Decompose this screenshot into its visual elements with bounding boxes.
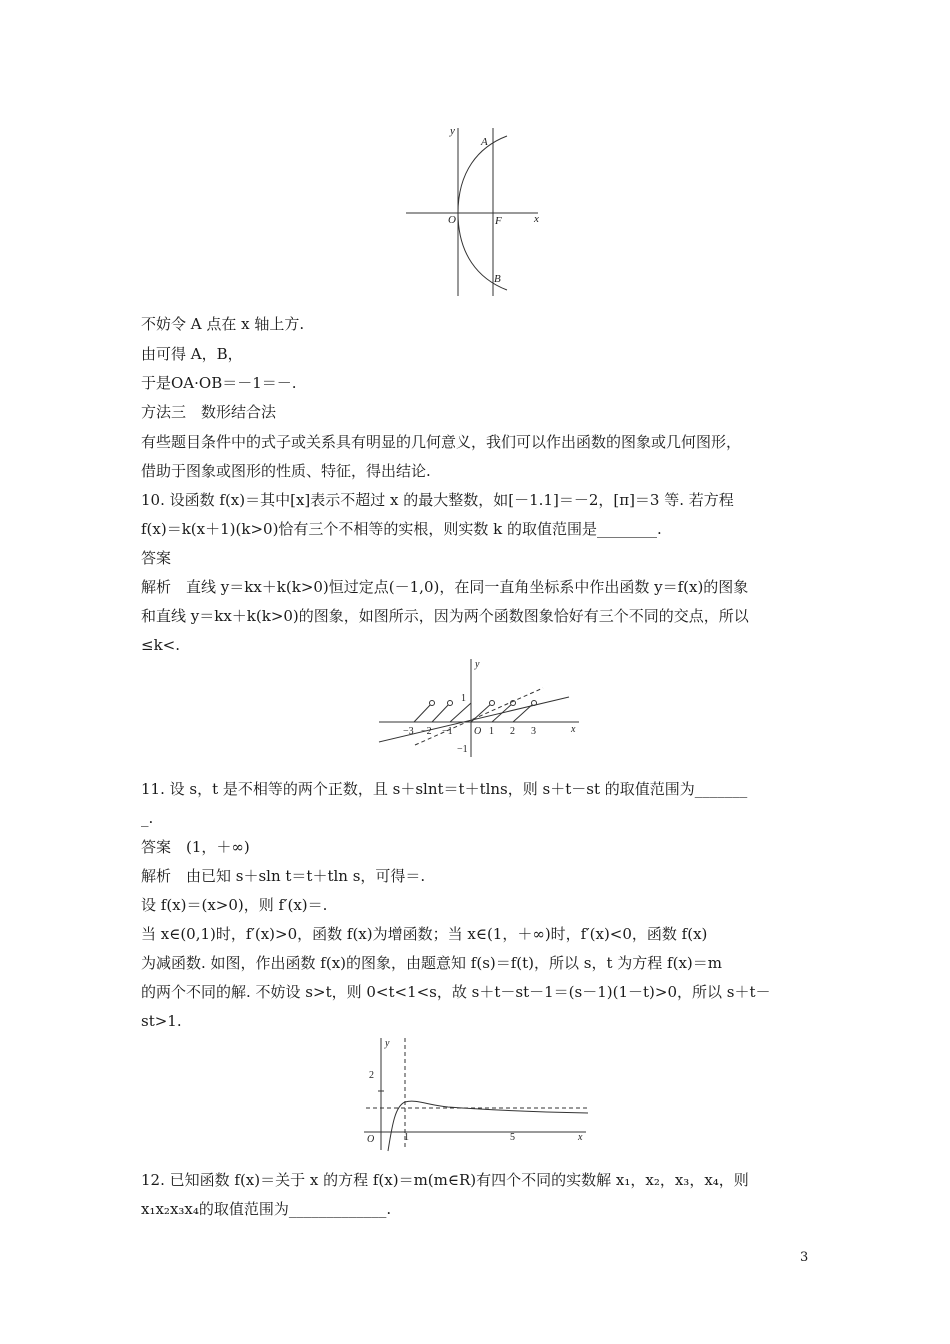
open-point	[430, 701, 435, 706]
analysis-line: 设 f(x)＝(x>0)，则 f′(x)＝.	[141, 896, 328, 914]
focus-f-label: F	[495, 215, 502, 227]
origin-label: O	[474, 726, 482, 737]
open-point	[490, 701, 495, 706]
open-point	[448, 701, 453, 706]
analysis-line: 为减函数. 如图，作出函数 f(x)的图象，由题意知 f(s)＝f(t)，所以 s，t 为方程 f(x)＝m	[141, 954, 722, 972]
text-line: 由可得 A，B，	[141, 345, 243, 363]
question-10: f(x)＝k(x＋1)(k>0)恰有三个不相等的实根，则实数 k 的取值范围是________.	[141, 520, 662, 538]
text-line: 于是OA·OB＝－1＝－.	[141, 374, 297, 392]
analysis-line: 的两个不同的解. 不妨设 s>t，则 0<t<1<s，故 s＋t－st－1＝(s－1)(1－t)>0，所以 s＋t－	[141, 983, 771, 1001]
x-label: x	[534, 213, 539, 225]
tick-label: 1	[489, 726, 494, 737]
method-heading: 方法三 数形结合法	[141, 403, 277, 421]
tick-label: −1	[442, 726, 453, 737]
text-line: 不妨令 A 点在 x 轴上方.	[141, 315, 305, 333]
tick-label: 5	[510, 1132, 515, 1143]
answer-line: 答案 (1，＋∞)	[141, 838, 250, 856]
tick-label: −2	[421, 726, 432, 737]
question-12: x₁x₂x₃x₄的取值范围为_____________.	[141, 1200, 392, 1218]
question-12: 12. 已知函数 f(x)＝关于 x 的方程 f(x)＝m(m∈R)有四个不同的实数解 x₁，x₂，x₃，x₄，则	[141, 1171, 749, 1189]
origin-label: O	[367, 1134, 375, 1145]
page-number: 3	[800, 1250, 809, 1265]
question-11: _.	[141, 809, 154, 827]
question-10: 10. 设函数 f(x)＝其中[x]表示不超过 x 的最大整数，如[－1.1]＝－2，[π]＝3 等. 若方程	[141, 491, 734, 509]
answer-label: 答案	[141, 549, 172, 567]
point-b-label: B	[494, 273, 501, 285]
curve-figure	[358, 1034, 598, 1154]
function-curve	[388, 1101, 588, 1151]
segment	[432, 703, 450, 722]
analysis-line: ≤k<.	[141, 636, 180, 654]
tick-label: −1	[457, 744, 468, 755]
origin-label: O	[448, 214, 456, 226]
analysis-line: 解析 直线 y＝kx＋k(k>0)恒过定点(－1,0)，在同一直角坐标系中作出函数 y＝f(x)的图象	[141, 578, 749, 596]
tick-label: −3	[403, 726, 414, 737]
tick-label: 1	[461, 693, 466, 704]
tick-label: 2	[510, 726, 515, 737]
text-line: 借助于图象或图形的性质、特征，得出结论.	[141, 462, 431, 480]
point-a-label: A	[481, 136, 488, 148]
tick-label: 2	[369, 1070, 374, 1081]
analysis-line: st>1.	[141, 1012, 182, 1030]
tick-label: 1	[404, 1132, 409, 1143]
tick-label: 3	[531, 726, 536, 737]
analysis-line: 当 x∈(0,1)时，f′(x)>0，函数 f(x)为增函数；当 x∈(1，＋∞)时，f′(x)<0，函数 f(x)	[141, 925, 708, 943]
question-11: 11. 设 s，t 是不相等的两个正数，且 s＋slnt＝t＋tlns，则 s＋t－st 的取值范围为_______	[141, 780, 748, 798]
y-label: y	[475, 659, 480, 670]
analysis-line: 解析 由已知 s＋sln t＝t＋tln s，可得＝.	[141, 867, 426, 885]
text-line: 有些题目条件中的式子或关系具有明显的几何意义，我们可以作出函数的图象或几何图形，	[141, 433, 742, 451]
y-label: y	[385, 1038, 390, 1049]
step-function-figure	[375, 655, 585, 760]
segment	[450, 703, 471, 722]
y-label: y	[450, 125, 455, 137]
x-label: x	[571, 724, 576, 735]
x-label: x	[578, 1132, 583, 1143]
parabola-figure	[400, 122, 550, 300]
analysis-line: 和直线 y＝kx＋k(k>0)的图象，如图所示，因为两个函数图象恰好有三个不同的交点，所以	[141, 607, 749, 625]
segment	[414, 703, 432, 722]
